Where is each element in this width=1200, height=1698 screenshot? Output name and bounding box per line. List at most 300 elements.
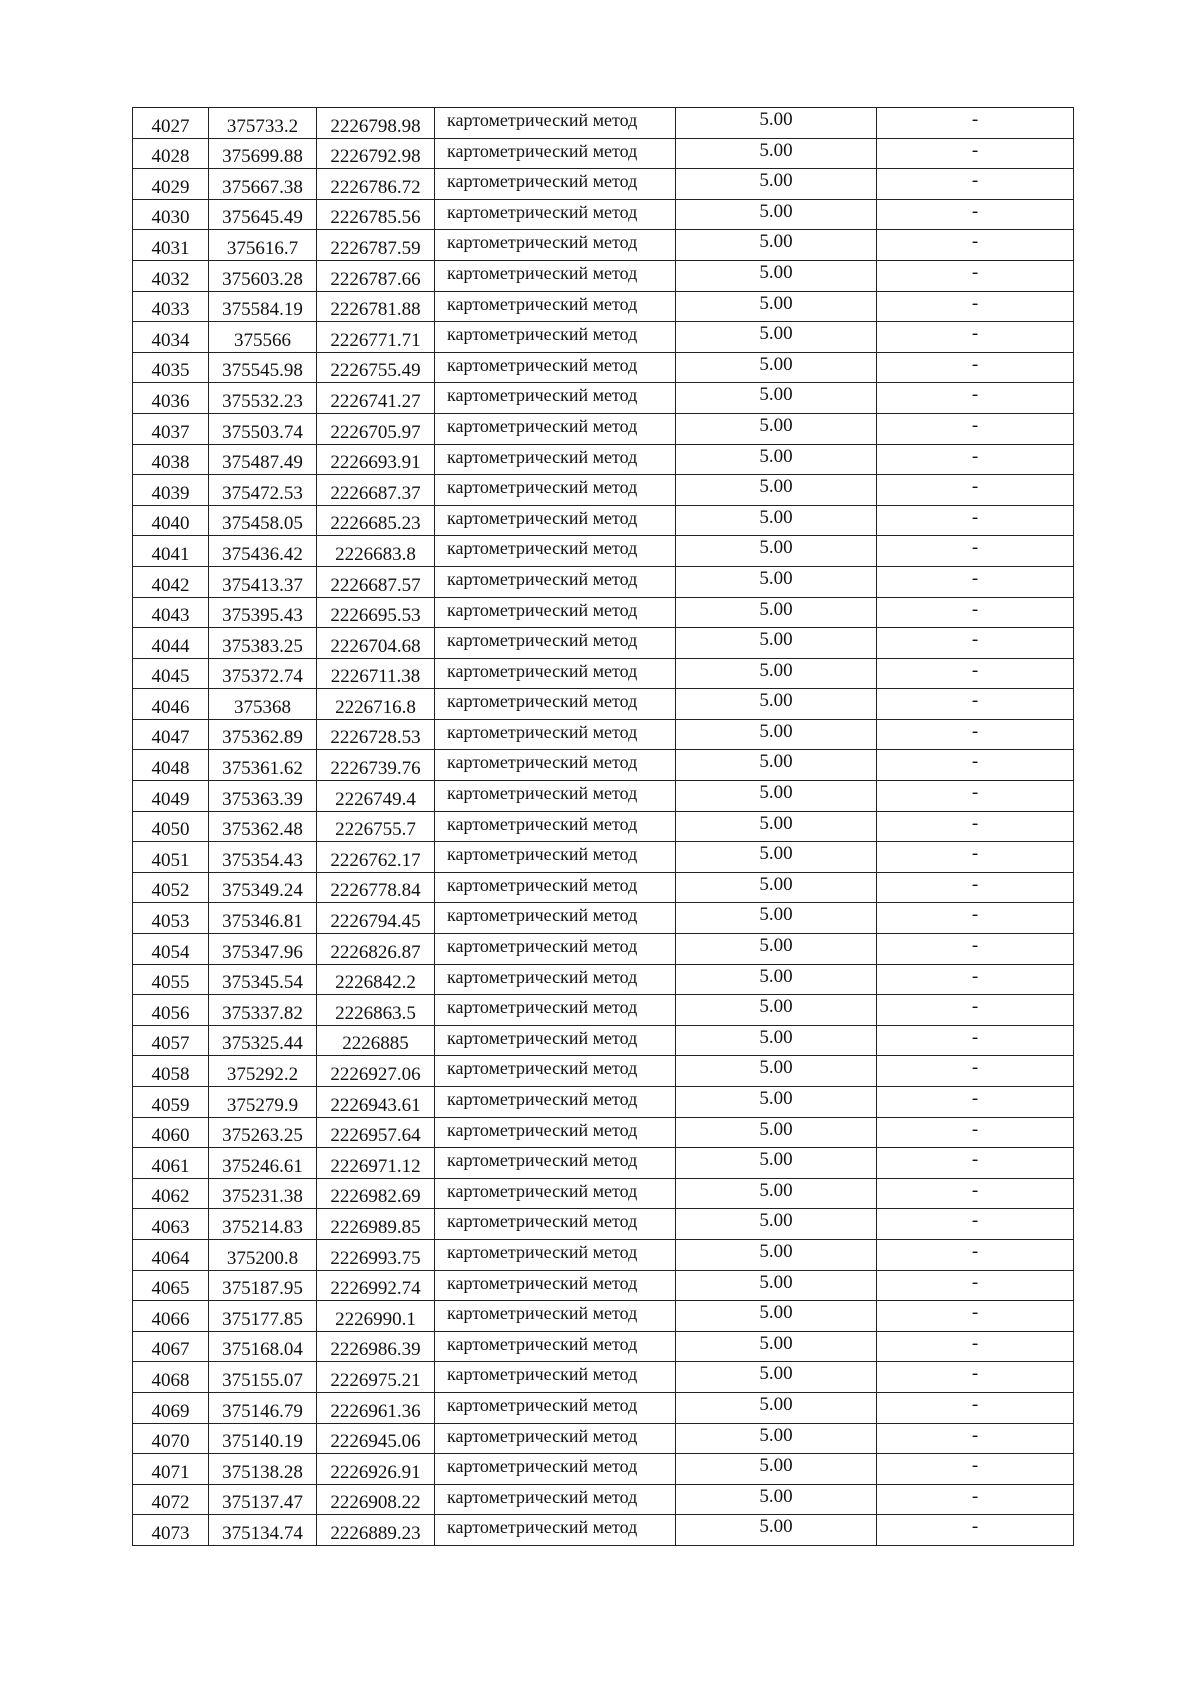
point-number-cell: 4072 (133, 1484, 209, 1515)
accuracy-cell: 5.00 (676, 1239, 877, 1270)
y-coordinate-cell: 2226975.21 (317, 1362, 435, 1393)
x-coordinate-cell: 375458.05 (209, 505, 317, 536)
y-coordinate-cell: 2226982.69 (317, 1178, 435, 1209)
point-number-cell: 4067 (133, 1331, 209, 1362)
x-coordinate-cell: 375263.25 (209, 1117, 317, 1148)
accuracy-cell: 5.00 (676, 1484, 877, 1515)
point-number-cell: 4066 (133, 1301, 209, 1332)
accuracy-cell: 5.00 (676, 322, 877, 353)
x-coordinate-cell: 375155.07 (209, 1362, 317, 1393)
description-cell: - (877, 1056, 1074, 1087)
point-number-cell: 4053 (133, 903, 209, 934)
y-coordinate-cell: 2226971.12 (317, 1148, 435, 1179)
point-number-cell: 4061 (133, 1148, 209, 1179)
x-coordinate-cell: 375362.89 (209, 719, 317, 750)
x-coordinate-cell: 375347.96 (209, 934, 317, 965)
description-cell: - (877, 781, 1074, 812)
x-coordinate-cell: 375616.7 (209, 230, 317, 261)
accuracy-cell: 5.00 (676, 260, 877, 291)
description-cell: - (877, 842, 1074, 873)
point-number-cell: 4059 (133, 1087, 209, 1118)
method-cell: картометрический метод (435, 138, 676, 169)
method-cell: картометрический метод (435, 689, 676, 720)
table-row (133, 1209, 1074, 1240)
table-row (133, 1056, 1074, 1087)
description-cell: - (877, 1178, 1074, 1209)
table-row (133, 964, 1074, 995)
description-cell: - (877, 1454, 1074, 1485)
table-row (133, 1484, 1074, 1515)
point-number-cell: 4046 (133, 689, 209, 720)
table-row (133, 811, 1074, 842)
table-row (133, 1515, 1074, 1546)
table-row (133, 781, 1074, 812)
accuracy-cell: 5.00 (676, 597, 877, 628)
description-cell: - (877, 138, 1074, 169)
accuracy-cell: 5.00 (676, 1148, 877, 1179)
accuracy-cell: 5.00 (676, 1178, 877, 1209)
method-cell: картометрический метод (435, 1331, 676, 1362)
accuracy-cell: 5.00 (676, 291, 877, 322)
method-cell: картометрический метод (435, 1209, 676, 1240)
method-cell: картометрический метод (435, 1270, 676, 1301)
table-row (133, 322, 1074, 353)
method-cell: картометрический метод (435, 1484, 676, 1515)
point-number-cell: 4060 (133, 1117, 209, 1148)
point-number-cell: 4051 (133, 842, 209, 873)
point-number-cell: 4034 (133, 322, 209, 353)
table-row (133, 689, 1074, 720)
y-coordinate-cell: 2226787.59 (317, 230, 435, 261)
x-coordinate-cell: 375337.82 (209, 995, 317, 1026)
description-cell: - (877, 750, 1074, 781)
point-number-cell: 4029 (133, 169, 209, 200)
x-coordinate-cell: 375363.39 (209, 781, 317, 812)
accuracy-cell: 5.00 (676, 719, 877, 750)
accuracy-cell: 5.00 (676, 138, 877, 169)
y-coordinate-cell: 2226798.98 (317, 108, 435, 139)
x-coordinate-cell: 375667.38 (209, 169, 317, 200)
point-number-cell: 4036 (133, 383, 209, 414)
x-coordinate-cell: 375603.28 (209, 260, 317, 291)
x-coordinate-cell: 375733.2 (209, 108, 317, 139)
x-coordinate-cell: 375231.38 (209, 1178, 317, 1209)
y-coordinate-cell: 2226885 (317, 1025, 435, 1056)
y-coordinate-cell: 2226908.22 (317, 1484, 435, 1515)
x-coordinate-cell: 375584.19 (209, 291, 317, 322)
y-coordinate-cell: 2226739.76 (317, 750, 435, 781)
table-row (133, 1239, 1074, 1270)
y-coordinate-cell: 2226687.57 (317, 566, 435, 597)
description-cell: - (877, 1087, 1074, 1118)
accuracy-cell: 5.00 (676, 1454, 877, 1485)
table-row (133, 1362, 1074, 1393)
accuracy-cell: 5.00 (676, 995, 877, 1026)
description-cell: - (877, 1484, 1074, 1515)
accuracy-cell: 5.00 (676, 169, 877, 200)
y-coordinate-cell: 2226992.74 (317, 1270, 435, 1301)
x-coordinate-cell: 375645.49 (209, 199, 317, 230)
method-cell: картометрический метод (435, 658, 676, 689)
y-coordinate-cell: 2226863.5 (317, 995, 435, 1026)
point-number-cell: 4070 (133, 1423, 209, 1454)
accuracy-cell: 5.00 (676, 750, 877, 781)
description-cell: - (877, 383, 1074, 414)
y-coordinate-cell: 2226716.8 (317, 689, 435, 720)
method-cell: картометрический метод (435, 1117, 676, 1148)
accuracy-cell: 5.00 (676, 566, 877, 597)
y-coordinate-cell: 2226781.88 (317, 291, 435, 322)
y-coordinate-cell: 2226794.45 (317, 903, 435, 934)
point-number-cell: 4063 (133, 1209, 209, 1240)
y-coordinate-cell: 2226826.87 (317, 934, 435, 965)
point-number-cell: 4068 (133, 1362, 209, 1393)
accuracy-cell: 5.00 (676, 444, 877, 475)
method-cell: картометрический метод (435, 1025, 676, 1056)
x-coordinate-cell: 375140.19 (209, 1423, 317, 1454)
table-row (133, 260, 1074, 291)
point-number-cell: 4041 (133, 536, 209, 567)
method-cell: картометрический метод (435, 1423, 676, 1454)
table-row (133, 444, 1074, 475)
method-cell: картометрический метод (435, 199, 676, 230)
point-number-cell: 4037 (133, 413, 209, 444)
y-coordinate-cell: 2226778.84 (317, 872, 435, 903)
y-coordinate-cell: 2226961.36 (317, 1392, 435, 1423)
accuracy-cell: 5.00 (676, 811, 877, 842)
description-cell: - (877, 964, 1074, 995)
x-coordinate-cell: 375487.49 (209, 444, 317, 475)
table-row (133, 230, 1074, 261)
y-coordinate-cell: 2226989.85 (317, 1209, 435, 1240)
x-coordinate-cell: 375395.43 (209, 597, 317, 628)
method-cell: картометрический метод (435, 1515, 676, 1546)
accuracy-cell: 5.00 (676, 1270, 877, 1301)
accuracy-cell: 5.00 (676, 1515, 877, 1546)
method-cell: картометрический метод (435, 291, 676, 322)
accuracy-cell: 5.00 (676, 475, 877, 506)
point-number-cell: 4058 (133, 1056, 209, 1087)
accuracy-cell: 5.00 (676, 1423, 877, 1454)
description-cell: - (877, 658, 1074, 689)
y-coordinate-cell: 2226787.66 (317, 260, 435, 291)
accuracy-cell: 5.00 (676, 964, 877, 995)
point-number-cell: 4055 (133, 964, 209, 995)
accuracy-cell: 5.00 (676, 628, 877, 659)
table-row (133, 1087, 1074, 1118)
y-coordinate-cell: 2226990.1 (317, 1301, 435, 1332)
accuracy-cell: 5.00 (676, 1056, 877, 1087)
table-row (133, 1392, 1074, 1423)
description-cell: - (877, 689, 1074, 720)
y-coordinate-cell: 2226755.7 (317, 811, 435, 842)
description-cell: - (877, 628, 1074, 659)
x-coordinate-cell: 375566 (209, 322, 317, 353)
method-cell: картометрический метод (435, 842, 676, 873)
method-cell: картометрический метод (435, 1056, 676, 1087)
accuracy-cell: 5.00 (676, 536, 877, 567)
x-coordinate-cell: 375200.8 (209, 1239, 317, 1270)
description-cell: - (877, 566, 1074, 597)
method-cell: картометрический метод (435, 628, 676, 659)
point-number-cell: 4028 (133, 138, 209, 169)
table-row (133, 842, 1074, 873)
x-coordinate-cell: 375187.95 (209, 1270, 317, 1301)
method-cell: картометрический метод (435, 1392, 676, 1423)
y-coordinate-cell: 2226741.27 (317, 383, 435, 414)
point-number-cell: 4031 (133, 230, 209, 261)
y-coordinate-cell: 2226762.17 (317, 842, 435, 873)
y-coordinate-cell: 2226842.2 (317, 964, 435, 995)
point-number-cell: 4065 (133, 1270, 209, 1301)
table-row (133, 628, 1074, 659)
coordinates-table (132, 107, 1074, 1546)
y-coordinate-cell: 2226755.49 (317, 352, 435, 383)
description-cell: - (877, 1423, 1074, 1454)
y-coordinate-cell: 2226771.71 (317, 322, 435, 353)
description-cell: - (877, 903, 1074, 934)
point-number-cell: 4056 (133, 995, 209, 1026)
description-cell: - (877, 505, 1074, 536)
point-number-cell: 4047 (133, 719, 209, 750)
accuracy-cell: 5.00 (676, 934, 877, 965)
method-cell: картометрический метод (435, 811, 676, 842)
point-number-cell: 4048 (133, 750, 209, 781)
x-coordinate-cell: 375168.04 (209, 1331, 317, 1362)
x-coordinate-cell: 375246.61 (209, 1148, 317, 1179)
y-coordinate-cell: 2226728.53 (317, 719, 435, 750)
x-coordinate-cell: 375383.25 (209, 628, 317, 659)
description-cell: - (877, 260, 1074, 291)
table-row (133, 934, 1074, 965)
y-coordinate-cell: 2226957.64 (317, 1117, 435, 1148)
x-coordinate-cell: 375349.24 (209, 872, 317, 903)
y-coordinate-cell: 2226749.4 (317, 781, 435, 812)
x-coordinate-cell: 375503.74 (209, 413, 317, 444)
table-row (133, 108, 1074, 139)
point-number-cell: 4040 (133, 505, 209, 536)
x-coordinate-cell: 375361.62 (209, 750, 317, 781)
x-coordinate-cell: 375472.53 (209, 475, 317, 506)
y-coordinate-cell: 2226945.06 (317, 1423, 435, 1454)
y-coordinate-cell: 2226927.06 (317, 1056, 435, 1087)
table-row (133, 505, 1074, 536)
table-row (133, 1454, 1074, 1485)
y-coordinate-cell: 2226943.61 (317, 1087, 435, 1118)
y-coordinate-cell: 2226993.75 (317, 1239, 435, 1270)
table-row (133, 1423, 1074, 1454)
table-row (133, 352, 1074, 383)
x-coordinate-cell: 375214.83 (209, 1209, 317, 1240)
description-cell: - (877, 230, 1074, 261)
accuracy-cell: 5.00 (676, 230, 877, 261)
description-cell: - (877, 1117, 1074, 1148)
method-cell: картометрический метод (435, 444, 676, 475)
table-row (133, 1025, 1074, 1056)
x-coordinate-cell: 375413.37 (209, 566, 317, 597)
description-cell: - (877, 1209, 1074, 1240)
table-row (133, 1148, 1074, 1179)
description-cell: - (877, 475, 1074, 506)
description-cell: - (877, 995, 1074, 1026)
description-cell: - (877, 1301, 1074, 1332)
point-number-cell: 4069 (133, 1392, 209, 1423)
table-row (133, 199, 1074, 230)
y-coordinate-cell: 2226685.23 (317, 505, 435, 536)
method-cell: картометрический метод (435, 536, 676, 567)
point-number-cell: 4050 (133, 811, 209, 842)
x-coordinate-cell: 375146.79 (209, 1392, 317, 1423)
point-number-cell: 4033 (133, 291, 209, 322)
method-cell: картометрический метод (435, 719, 676, 750)
accuracy-cell: 5.00 (676, 658, 877, 689)
point-number-cell: 4030 (133, 199, 209, 230)
description-cell: - (877, 597, 1074, 628)
x-coordinate-cell: 375138.28 (209, 1454, 317, 1485)
method-cell: картометрический метод (435, 964, 676, 995)
x-coordinate-cell: 375134.74 (209, 1515, 317, 1546)
accuracy-cell: 5.00 (676, 1331, 877, 1362)
accuracy-cell: 5.00 (676, 413, 877, 444)
table-row (133, 658, 1074, 689)
table-row (133, 995, 1074, 1026)
point-number-cell: 4071 (133, 1454, 209, 1485)
x-coordinate-cell: 375279.9 (209, 1087, 317, 1118)
method-cell: картометрический метод (435, 505, 676, 536)
table-row (133, 1270, 1074, 1301)
method-cell: картометрический метод (435, 475, 676, 506)
y-coordinate-cell: 2226926.91 (317, 1454, 435, 1485)
method-cell: картометрический метод (435, 566, 676, 597)
table-row (133, 597, 1074, 628)
table-row (133, 169, 1074, 200)
y-coordinate-cell: 2226693.91 (317, 444, 435, 475)
accuracy-cell: 5.00 (676, 1301, 877, 1332)
description-cell: - (877, 199, 1074, 230)
description-cell: - (877, 413, 1074, 444)
accuracy-cell: 5.00 (676, 1087, 877, 1118)
point-number-cell: 4035 (133, 352, 209, 383)
y-coordinate-cell: 2226705.97 (317, 413, 435, 444)
method-cell: картометрический метод (435, 1301, 676, 1332)
table-row (133, 719, 1074, 750)
table-row (133, 536, 1074, 567)
description-cell: - (877, 1270, 1074, 1301)
method-cell: картометрический метод (435, 1178, 676, 1209)
x-coordinate-cell: 375346.81 (209, 903, 317, 934)
method-cell: картометрический метод (435, 934, 676, 965)
method-cell: картометрический метод (435, 781, 676, 812)
accuracy-cell: 5.00 (676, 1025, 877, 1056)
y-coordinate-cell: 2226792.98 (317, 138, 435, 169)
table-row (133, 750, 1074, 781)
method-cell: картометрический метод (435, 108, 676, 139)
point-number-cell: 4064 (133, 1239, 209, 1270)
point-number-cell: 4032 (133, 260, 209, 291)
y-coordinate-cell: 2226786.72 (317, 169, 435, 200)
x-coordinate-cell: 375436.42 (209, 536, 317, 567)
method-cell: картометрический метод (435, 995, 676, 1026)
point-number-cell: 4038 (133, 444, 209, 475)
description-cell: - (877, 1331, 1074, 1362)
accuracy-cell: 5.00 (676, 108, 877, 139)
table-row (133, 566, 1074, 597)
accuracy-cell: 5.00 (676, 352, 877, 383)
table-row (133, 138, 1074, 169)
description-cell: - (877, 322, 1074, 353)
description-cell: - (877, 719, 1074, 750)
description-cell: - (877, 1392, 1074, 1423)
point-number-cell: 4044 (133, 628, 209, 659)
method-cell: картометрический метод (435, 260, 676, 291)
x-coordinate-cell: 375345.54 (209, 964, 317, 995)
method-cell: картометрический метод (435, 903, 676, 934)
table-row (133, 903, 1074, 934)
coordinates-table-body (133, 108, 1074, 1546)
description-cell: - (877, 934, 1074, 965)
description-cell: - (877, 872, 1074, 903)
method-cell: картометрический метод (435, 230, 676, 261)
description-cell: - (877, 291, 1074, 322)
method-cell: картометрический метод (435, 169, 676, 200)
accuracy-cell: 5.00 (676, 1362, 877, 1393)
accuracy-cell: 5.00 (676, 505, 877, 536)
y-coordinate-cell: 2226695.53 (317, 597, 435, 628)
method-cell: картометрический метод (435, 1148, 676, 1179)
point-number-cell: 4027 (133, 108, 209, 139)
point-number-cell: 4043 (133, 597, 209, 628)
table-row (133, 383, 1074, 414)
table-row (133, 475, 1074, 506)
x-coordinate-cell: 375292.2 (209, 1056, 317, 1087)
accuracy-cell: 5.00 (676, 903, 877, 934)
accuracy-cell: 5.00 (676, 1117, 877, 1148)
method-cell: картометрический метод (435, 750, 676, 781)
table-row (133, 1331, 1074, 1362)
description-cell: - (877, 108, 1074, 139)
y-coordinate-cell: 2226785.56 (317, 199, 435, 230)
table-row (133, 413, 1074, 444)
point-number-cell: 4039 (133, 475, 209, 506)
method-cell: картометрический метод (435, 872, 676, 903)
method-cell: картометрический метод (435, 352, 676, 383)
x-coordinate-cell: 375325.44 (209, 1025, 317, 1056)
description-cell: - (877, 536, 1074, 567)
table-row (133, 1117, 1074, 1148)
y-coordinate-cell: 2226711.38 (317, 658, 435, 689)
y-coordinate-cell: 2226683.8 (317, 536, 435, 567)
point-number-cell: 4057 (133, 1025, 209, 1056)
point-number-cell: 4062 (133, 1178, 209, 1209)
y-coordinate-cell: 2226704.68 (317, 628, 435, 659)
table-row (133, 872, 1074, 903)
point-number-cell: 4049 (133, 781, 209, 812)
point-number-cell: 4042 (133, 566, 209, 597)
accuracy-cell: 5.00 (676, 199, 877, 230)
x-coordinate-cell: 375137.47 (209, 1484, 317, 1515)
method-cell: картометрический метод (435, 1454, 676, 1485)
x-coordinate-cell: 375372.74 (209, 658, 317, 689)
accuracy-cell: 5.00 (676, 781, 877, 812)
description-cell: - (877, 811, 1074, 842)
description-cell: - (877, 1515, 1074, 1546)
method-cell: картометрический метод (435, 383, 676, 414)
method-cell: картометрический метод (435, 1239, 676, 1270)
table-row (133, 1301, 1074, 1332)
table-row (133, 1178, 1074, 1209)
description-cell: - (877, 1025, 1074, 1056)
x-coordinate-cell: 375177.85 (209, 1301, 317, 1332)
